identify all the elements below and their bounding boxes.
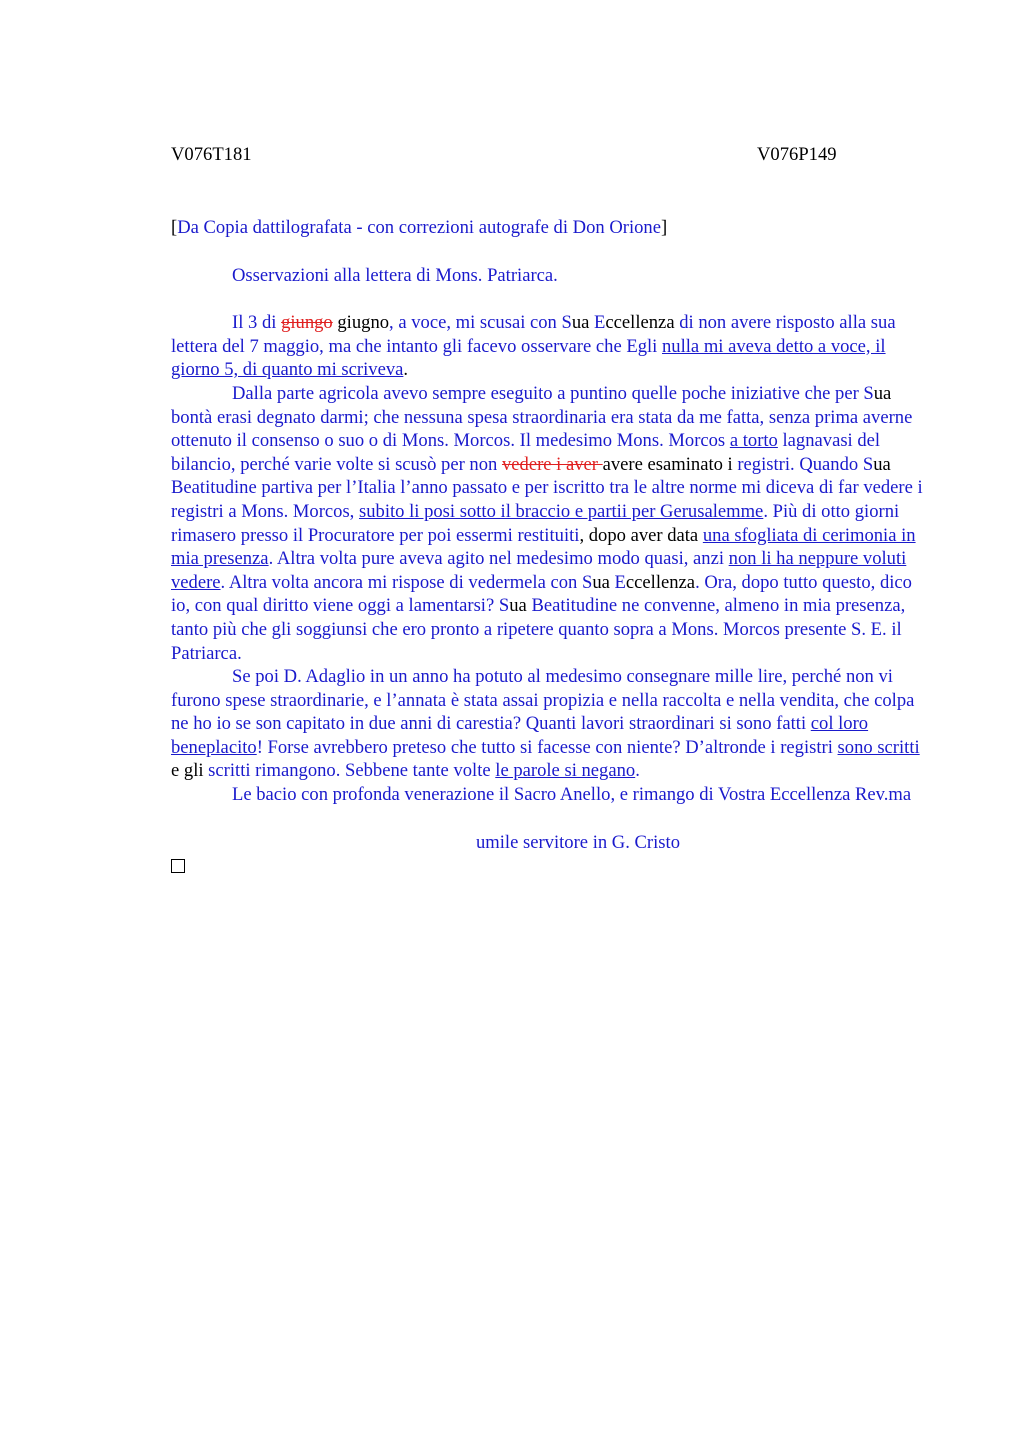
paragraph-1: Il 3 di giungo giugno, a voce, mi scusai con Sua Eccellenza di non avere risposto alla sua lettera del 7 maggio, ma che intanto gli facevo osservare che Egli nulla mi aveva detto a voce, il giorno 5, di quanto mi scriveva. — [171, 312, 896, 381]
underlined-text: nulla mi aveva detto a voce, il giorno 5, di quanto mi scriveva — [171, 335, 886, 381]
left-reference-code: V076T181 — [171, 144, 252, 165]
page-header — [171, 143, 927, 167]
deleted-text: vedere i aver — [501, 453, 603, 475]
document-title: Osservazioni alla lettera di Mons. Patriarca. — [232, 264, 558, 286]
underlined-text: le parole si negano — [495, 760, 636, 782]
underlined-text: una sfogliata di cerimonia in mia presenza — [171, 524, 916, 570]
empty-checkbox-icon — [171, 854, 927, 880]
underlined-text: non li ha neppure voluti vedere — [171, 548, 907, 593]
closing-paragraph: Le bacio con profonda venerazione il Sacro Anello, e rimango di Vostra Eccellenza Rev.ma — [232, 784, 912, 806]
document-page — [171, 143, 927, 880]
paragraph-3: Se poi D. Adaglio in un anno ha potuto al medesimo consegnare mille lire, perché non vi furono spese straordinarie, e l’annata è stata assai propizia e nella raccolta e nella vendita, che colpa ne ho io se son capitato in due anni di carestia? Quanti lavori straordinari si sono fatti col loro beneplacito! Forse avrebbero preteso che tutto si facesse con niente? D’altronde i registri sono scritti e gli scritti rimangono. Sebbene tante volte le parole si negano. — [171, 666, 920, 782]
underlined-text: a torto — [729, 430, 778, 452]
underlined-text: col loro beneplacito — [171, 713, 869, 758]
signature-line: umile servitore in G. Cristo — [476, 831, 680, 853]
underlined-text: subito li posi sotto il braccio e partii per Gerusalemme — [358, 500, 764, 522]
deleted-text: giungo — [281, 312, 333, 334]
right-reference-code: V076P149 — [757, 144, 837, 165]
paragraph-2: Dalla parte agricola avevo sempre eseguito a puntino quelle poche iniziative che per Sua bontà erasi degnato darmi; che nessuna spesa straordinaria era stata da me fatta, senza prima averne ottenuto il consenso o suo o di Mons. Morcos. Il medesimo Mons. Morcos a torto lagnavasi del bilancio, perché varie volte si scusò per non vedere i aver avere esaminato i registri. Quando Sua Beatitudine partiva per l’Italia l’anno passato e per iscritto tra le altre norme mi diceva di far vedere i registri a Mons. Morcos, subito li posi sotto il braccio e partii per Gerusalemme. Più di otto giorni rimasero presso il Procuratore per poi essermi restituiti, dopo aver data una sfogliata di cerimonia in mia presenza. Altra volta pure aveva agito nel medesimo modo quasi, anzi non li ha neppure voluti vedere. Altra volta ancora mi rispose di vedermela con Sua Eccellenza. Ora, dopo tutto questo, dico io, con qual diritto viene oggi a lamentarsi? Sua Beatitudine ne convenne, almeno in mia presenza, tanto più che gli soggiunsi che ero pronto a ripetere quanto sopra a Mons. Morcos presente S. E. il Patriarca. — [171, 382, 923, 664]
underlined-text: sono scritti — [837, 736, 920, 758]
source-note: [Da Copia dattilografata - con correzioni autografe di Don Orione] — [171, 217, 668, 238]
